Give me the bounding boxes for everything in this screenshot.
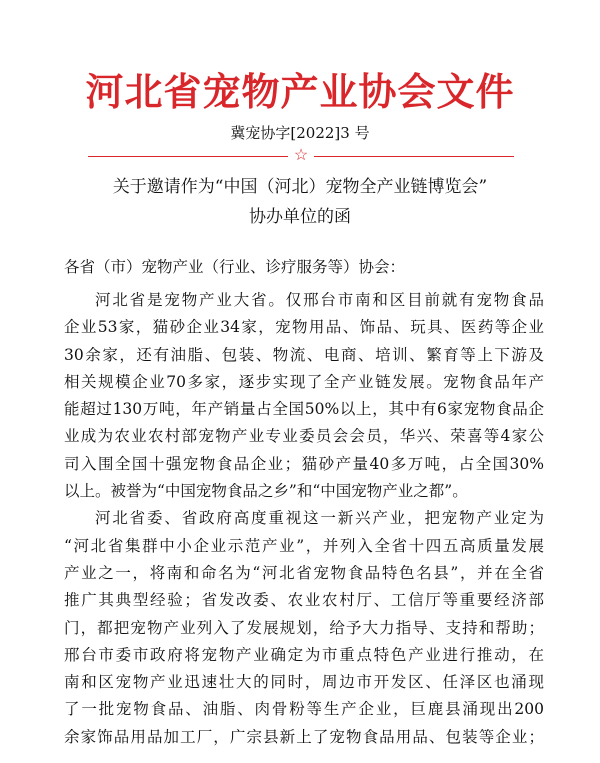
- body-text-line: 推广其典型经验；省发改委、农业农村厅、工信厅等重要经济部: [64, 591, 544, 610]
- body-text-line: 产业之一，将南和命名为“河北省宠物食品特色名县”，并在全省: [64, 563, 544, 582]
- subject-line: 协办单位的函: [249, 207, 351, 227]
- divider-line-right: [314, 156, 514, 157]
- body-text-line: 南和区宠物产业迅速壮大的同时，周边市开发区、任泽区也涌现: [64, 673, 544, 692]
- body-text-line: 30余家，还有油脂、包装、物流、电商、培训、繁育等上下游及: [64, 345, 544, 364]
- body-text-line: 河北省是宠物产业大省。仅邢台市南和区目前就有宠物食品: [95, 291, 544, 309]
- body-text-line: 余家饰品用品加工厂，广宗县新上了宠物食品用品、包装等企业；: [64, 727, 544, 746]
- subject-line: 关于邀请作为“中国（河北）宠物全产业链博览会”: [112, 177, 488, 197]
- body-text-line: 以上。被誉为“中国宠物食品之乡”和“中国宠物产业之都”。: [64, 482, 468, 501]
- document-number: 冀宠协字[2022]3 号: [230, 124, 370, 142]
- body-text-line: 邢台市委市政府将宠物产业确定为市重点特色产业进行推动，在: [64, 645, 544, 664]
- body-text-line: 相关规模企业70多家，逐步实现了全产业链发展。宠物食品年产: [64, 372, 544, 391]
- body-text-line: 司入围全国十强宠物食品企业；猫砂产量40多万吨，占全国30%: [64, 454, 544, 473]
- star-icon: ☆: [293, 145, 309, 164]
- body-text-line: 河北省委、省政府高度重视这一新兴产业，把宠物产业定为: [95, 509, 544, 528]
- document-subject: [0, 172, 600, 232]
- document-body: [64, 287, 544, 751]
- document-header-title: 河北省宠物产业协会文件: [85, 70, 515, 114]
- body-text-line: 能超过130万吨，年产销量占全国50%以上，其中有6家宠物食品企: [64, 400, 544, 419]
- body-text-line: 了一批宠物食品、油脂、肉骨粉等生产企业，巨鹿县涌现出200: [64, 700, 544, 719]
- body-text-line: 门，都把宠物产业列入了发展规划，给予大力指导、支持和帮助；: [64, 618, 544, 637]
- body-text-line: 业成为农业农村部宠物产业专业委员会会员，华兴、荣喜等4家公: [64, 427, 544, 446]
- body-text-line: 企业53家，猫砂企业34家，宠物用品、饰品、玩具、医药等企业: [64, 318, 544, 337]
- salutation: 各省（市）宠物产业（行业、诊疗服务等）协会：: [64, 258, 406, 276]
- divider-line-left: [88, 156, 288, 157]
- header-divider: [88, 145, 514, 164]
- body-text-line: “河北省集群中小企业示范产业”，并列入全省十四五高质量发展: [64, 536, 544, 555]
